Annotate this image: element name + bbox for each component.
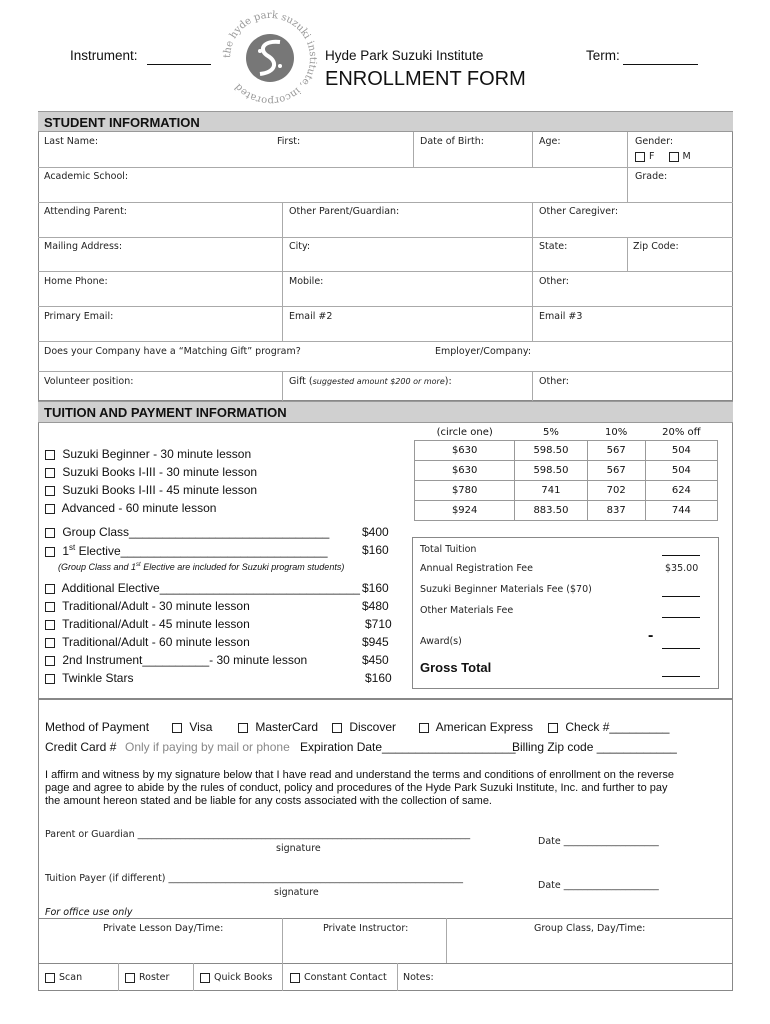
table-row [415,461,718,481]
roster-checkbox[interactable] [125,973,135,983]
beginner-materials-field[interactable] [662,596,700,597]
lesson-checkbox[interactable] [45,504,55,514]
gender-options: F M [635,151,691,162]
zip-label: Zip Code: [633,241,679,252]
elective-note: (Group Class and 1st Elective are included for Suzuki program students) [58,562,345,572]
payment-discover[interactable]: Discover [332,720,396,734]
extra-checkbox[interactable] [45,638,55,648]
table-cell[interactable]: 744 [645,501,717,521]
list-item[interactable]: Suzuki Books I-III - 30 minute lesson [45,463,257,481]
other2-label: Other: [539,376,570,387]
payment-visa[interactable]: Visa [172,720,212,734]
gross-total-field[interactable] [662,676,700,677]
affirm-text: I affirm and witness by my signature below that I have read and understand the terms and conditions of enrollment on the reverse page and agree to abide by the rules of conduct, policy and procedures of the Hyde Park Suzuki Institute, Inc. and further to pay the amount hereon stated and be liable for any costs associated with the collection of same. [45,769,674,807]
table-row [415,441,718,461]
table-header: 10% [605,426,628,438]
payment-amex[interactable]: American Express [419,720,533,734]
table-cell[interactable]: 567 [587,461,645,481]
check-checkbox[interactable] [548,723,558,733]
table-cell[interactable]: 883.50 [515,501,587,521]
student-frame [38,111,733,401]
amex-checkbox[interactable] [419,723,429,733]
visa-checkbox[interactable] [172,723,182,733]
elective-price: $160 [362,543,389,557]
table-cell[interactable]: 504 [645,461,717,481]
payer-signature-line[interactable]: Tuition Payer (if different) ______________________________________________________________ [45,873,464,884]
elective-item[interactable]: 1st Elective_______________________________ [45,543,328,558]
scan-checkbox[interactable] [45,973,55,983]
signature-caption: signature [274,887,319,898]
parent-date-field[interactable]: Date ____________________ [538,836,659,847]
table-cell[interactable]: 741 [515,481,587,501]
annual-reg-label: Annual Registration Fee [420,563,533,574]
lesson-checkbox[interactable] [45,450,55,460]
lesson-checkbox[interactable] [45,486,55,496]
list-item[interactable]: Suzuki Books I-III - 45 minute lesson [45,481,257,499]
matching-gift-label: Does your Company have a “Matching Gift” program? [44,346,301,357]
table-cell[interactable]: 624 [645,481,717,501]
extra-options [45,579,395,687]
table-row [415,481,718,501]
instrument-field[interactable] [147,64,211,65]
total-tuition-label: Total Tuition [420,544,477,555]
volunteer-label: Volunteer position: [44,376,134,387]
group-class-checkbox[interactable] [45,528,55,538]
gender-label: Gender: [635,136,674,147]
table-cell[interactable]: $924 [415,501,515,521]
extra-checkbox[interactable] [45,602,55,612]
city-label: City: [289,241,311,252]
table-header-row [415,424,718,441]
list-item[interactable]: Traditional/Adult - 45 minute lesson $710 [45,615,395,633]
other-caregiver-label: Other Caregiver: [539,206,619,217]
first-name-label: First: [277,136,301,147]
gift-label: Gift (suggested amount $200 or more): [289,376,452,387]
credit-card-label: Credit Card # [45,740,117,754]
term-field[interactable] [623,64,698,65]
billing-zip-field[interactable]: Billing Zip code ____________ [512,740,677,754]
group-class-daytime-label: Group Class, Day/Time: [534,923,646,934]
table-cell[interactable]: $780 [415,481,515,501]
private-instructor-label: Private Instructor: [323,923,409,934]
extra-checkbox[interactable] [45,674,55,684]
other-parent-label: Other Parent/Guardian: [289,206,400,217]
other-phone-label: Other: [539,276,570,287]
office-check-quickbooks[interactable]: Quick Books [200,972,272,983]
email2-label: Email #2 [289,311,333,322]
email3-label: Email #3 [539,311,583,322]
parent-signature-line[interactable]: Parent or Guardian ______________________________________________________________________ [45,829,471,840]
table-cell[interactable]: 837 [587,501,645,521]
payer-date-field[interactable]: Date ____________________ [538,880,659,891]
elective-checkbox[interactable] [45,547,55,557]
office-check-scan[interactable]: Scan [45,972,82,983]
table-cell[interactable]: 567 [587,441,645,461]
institute-name: Hyde Park Suzuki Institute [325,48,484,63]
notes-label: Notes: [403,972,434,983]
table-cell[interactable]: $630 [415,461,515,481]
home-phone-label: Home Phone: [44,276,108,287]
office-use-label: For office use only [45,907,133,918]
other-materials-label: Other Materials Fee [420,605,514,616]
office-check-roster[interactable]: Roster [125,972,169,983]
list-item[interactable]: Traditional/Adult - 30 minute lesson $480 [45,597,395,615]
beginner-materials-label: Suzuki Beginner Materials Fee ($70) [420,584,592,595]
list-item[interactable]: Traditional/Adult - 60 minute lesson $945 [45,633,395,651]
mastercard-checkbox[interactable] [238,723,248,733]
payment-mastercard[interactable]: MasterCard [238,720,318,734]
age-label: Age: [539,136,561,147]
quickbooks-checkbox[interactable] [200,973,210,983]
private-lesson-label: Private Lesson Day/Time: [103,923,224,934]
logo [218,6,322,110]
total-tuition-field[interactable] [662,555,700,556]
table-header: (circle one) [436,426,493,438]
constant-contact-checkbox[interactable] [290,973,300,983]
other-materials-field[interactable] [662,617,700,618]
table-header: 5% [543,426,559,438]
list-item[interactable]: Advanced - 60 minute lesson [45,499,257,517]
list-item[interactable]: 2nd Instrument__________- 30 minute lesson $450 [45,651,395,669]
grade-label: Grade: [635,171,668,182]
signature-caption: signature [276,843,321,854]
table-cell[interactable]: 598.50 [515,461,587,481]
extra-checkbox[interactable] [45,584,55,594]
academic-school-label: Academic School: [44,171,129,182]
state-label: State: [539,241,568,252]
attending-parent-label: Attending Parent: [44,206,127,217]
discover-checkbox[interactable] [332,723,342,733]
lesson-checkbox[interactable] [45,468,55,478]
awards-minus: - [648,627,654,644]
extra-checkbox[interactable] [45,620,55,630]
list-item[interactable]: Twinkle Stars $160 [45,669,395,687]
method-label: Method of Payment [45,720,150,734]
annual-reg-value: $35.00 [665,563,699,574]
gross-total-label: Gross Total [420,660,492,675]
student-section-title: STUDENT INFORMATION [38,111,733,132]
primary-email-label: Primary Email: [44,311,114,322]
payment-check[interactable]: Check #_________ [548,720,669,734]
credit-card-note: Only if paying by mail or phone [125,740,290,754]
table-cell[interactable]: 702 [587,481,645,501]
table-cell[interactable]: 598.50 [515,441,587,461]
table-cell[interactable]: $630 [415,441,515,461]
instrument-label: Instrument: [70,48,138,63]
list-item[interactable]: Additional Elective______________________________ $160 [45,579,395,597]
group-class-price: $400 [362,525,389,539]
gender-m-checkbox[interactable] [669,152,679,162]
last-name-label: Last Name: [44,136,99,147]
svg-text:the hyde park suzuki institute: the hyde park suzuki institute, incorporated [221,9,319,107]
gender-f-checkbox[interactable] [635,152,645,162]
extra-checkbox[interactable] [45,656,55,666]
mailing-address-label: Mailing Address: [44,241,123,252]
lesson-options [45,445,257,517]
office-check-constant-contact[interactable]: Constant Contact [290,972,387,983]
form-title: ENROLLMENT FORM [325,68,526,90]
tuition-discount-table [414,424,718,521]
mobile-label: Mobile: [289,276,324,287]
awards-label: Award(s) [420,636,462,647]
term-label: Term: [586,48,620,63]
list-item[interactable]: Suzuki Beginner - 30 minute lesson [45,445,257,463]
group-class-item[interactable]: Group Class______________________________ [45,525,329,539]
expiration-field[interactable]: Expiration Date____________________ [300,740,516,754]
awards-field[interactable] [662,648,700,649]
table-cell[interactable]: 504 [645,441,717,461]
dob-label: Date of Birth: [420,136,484,147]
table-header: 20% off [662,426,701,438]
tuition-section-title: TUITION AND PAYMENT INFORMATION [38,401,733,423]
employer-label: Employer/Company: [435,346,532,357]
table-row [415,501,718,521]
